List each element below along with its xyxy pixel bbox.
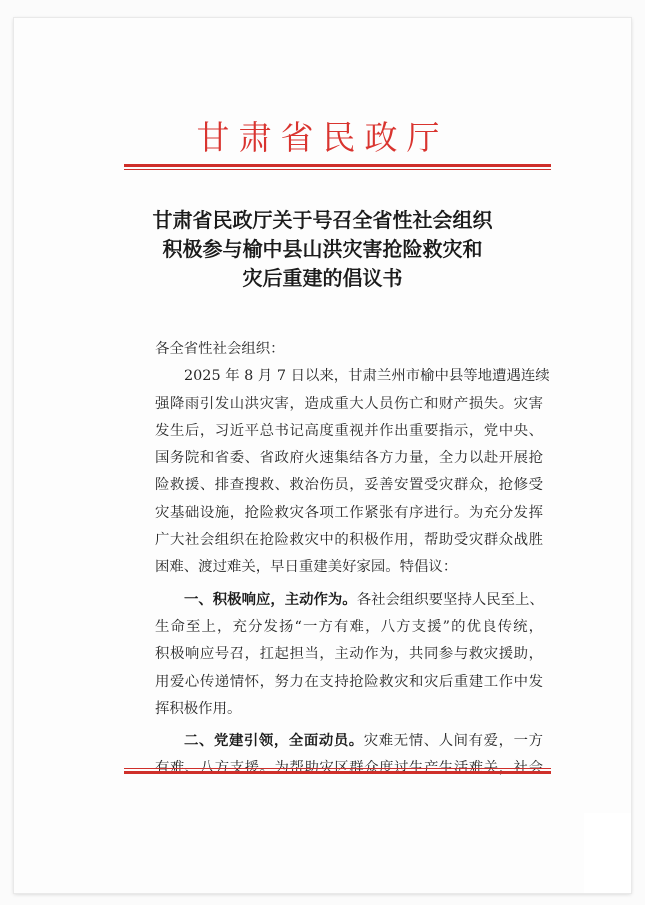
paragraph-1-line: 强降雨引发山洪灾害，造成重大人员伤亡和财产损失。灾害 — [155, 395, 543, 412]
red-rule-thin — [124, 169, 551, 170]
footer-red-rule — [124, 768, 551, 774]
paragraph-1-line: 险救援、排查搜救、救治伤员，妥善安置受灾群众，抢修受 — [155, 477, 543, 494]
section-1-heading: 一、积极响应，主动作为。 — [184, 590, 357, 608]
scan-corner — [584, 813, 631, 893]
paragraph-1-line: 广大社会组织在抢险救灾中的积极作用，帮助受灾群众战胜 — [155, 532, 543, 549]
red-rule-thick — [124, 771, 551, 774]
title-line-2: 积极参与榆中县山洪灾害抢险救灾和 — [162, 237, 483, 261]
document-body — [155, 336, 550, 783]
section-1-line: 生命至上，充分发扬“一方有难，八方支援”的优良传统， — [155, 618, 543, 635]
paragraph-1-line: 2025 年 8 月 7 日以来，甘肃兰州市榆中县等地遭遇连续 — [184, 368, 550, 385]
section-1-text: 各社会组织要坚持人民至上、 — [356, 591, 544, 608]
section-2-text: 灾难无情、人间有爱，一方 — [363, 733, 543, 750]
salutation: 各全省性社会组织： — [155, 341, 285, 357]
document-title — [14, 206, 631, 293]
letterhead-red-rule — [124, 164, 551, 170]
section-1-line: 积极响应号召，扛起担当，主动作为，共同参与救灾援助， — [155, 646, 543, 663]
section-1-line: 挥积极作用。 — [155, 700, 242, 717]
section-2-first-line — [155, 727, 543, 755]
title-line-1: 甘肃省民政厅关于号召全省性社会组织 — [152, 208, 493, 232]
section-2-heading: 二、党建引领，全面动员。 — [184, 732, 364, 750]
section-1-line: 用爱心传递情怀，努力在支持抢险救灾和灾后重建工作中发 — [155, 673, 543, 690]
paragraph-1-line: 灾基础设施，抢险救灾各项工作紧张有序进行。为充分发挥 — [155, 504, 543, 521]
paragraph-1-line: 国务院和省委、省政府火速集结各方力量，全力以赴开展抢 — [155, 450, 543, 467]
letterhead-organization: 甘肃省民政厅 — [196, 118, 449, 157]
paragraph-1-line: 发生后，习近平总书记高度重视并作出重要指示，党中央、 — [155, 422, 543, 439]
document-page — [14, 18, 631, 893]
paragraph-1-line: 困难、渡过难关，早日重建美好家园。特倡议： — [155, 559, 458, 576]
section-1-first-line — [155, 586, 543, 614]
title-line-3: 灾后重建的倡议书 — [242, 266, 403, 290]
